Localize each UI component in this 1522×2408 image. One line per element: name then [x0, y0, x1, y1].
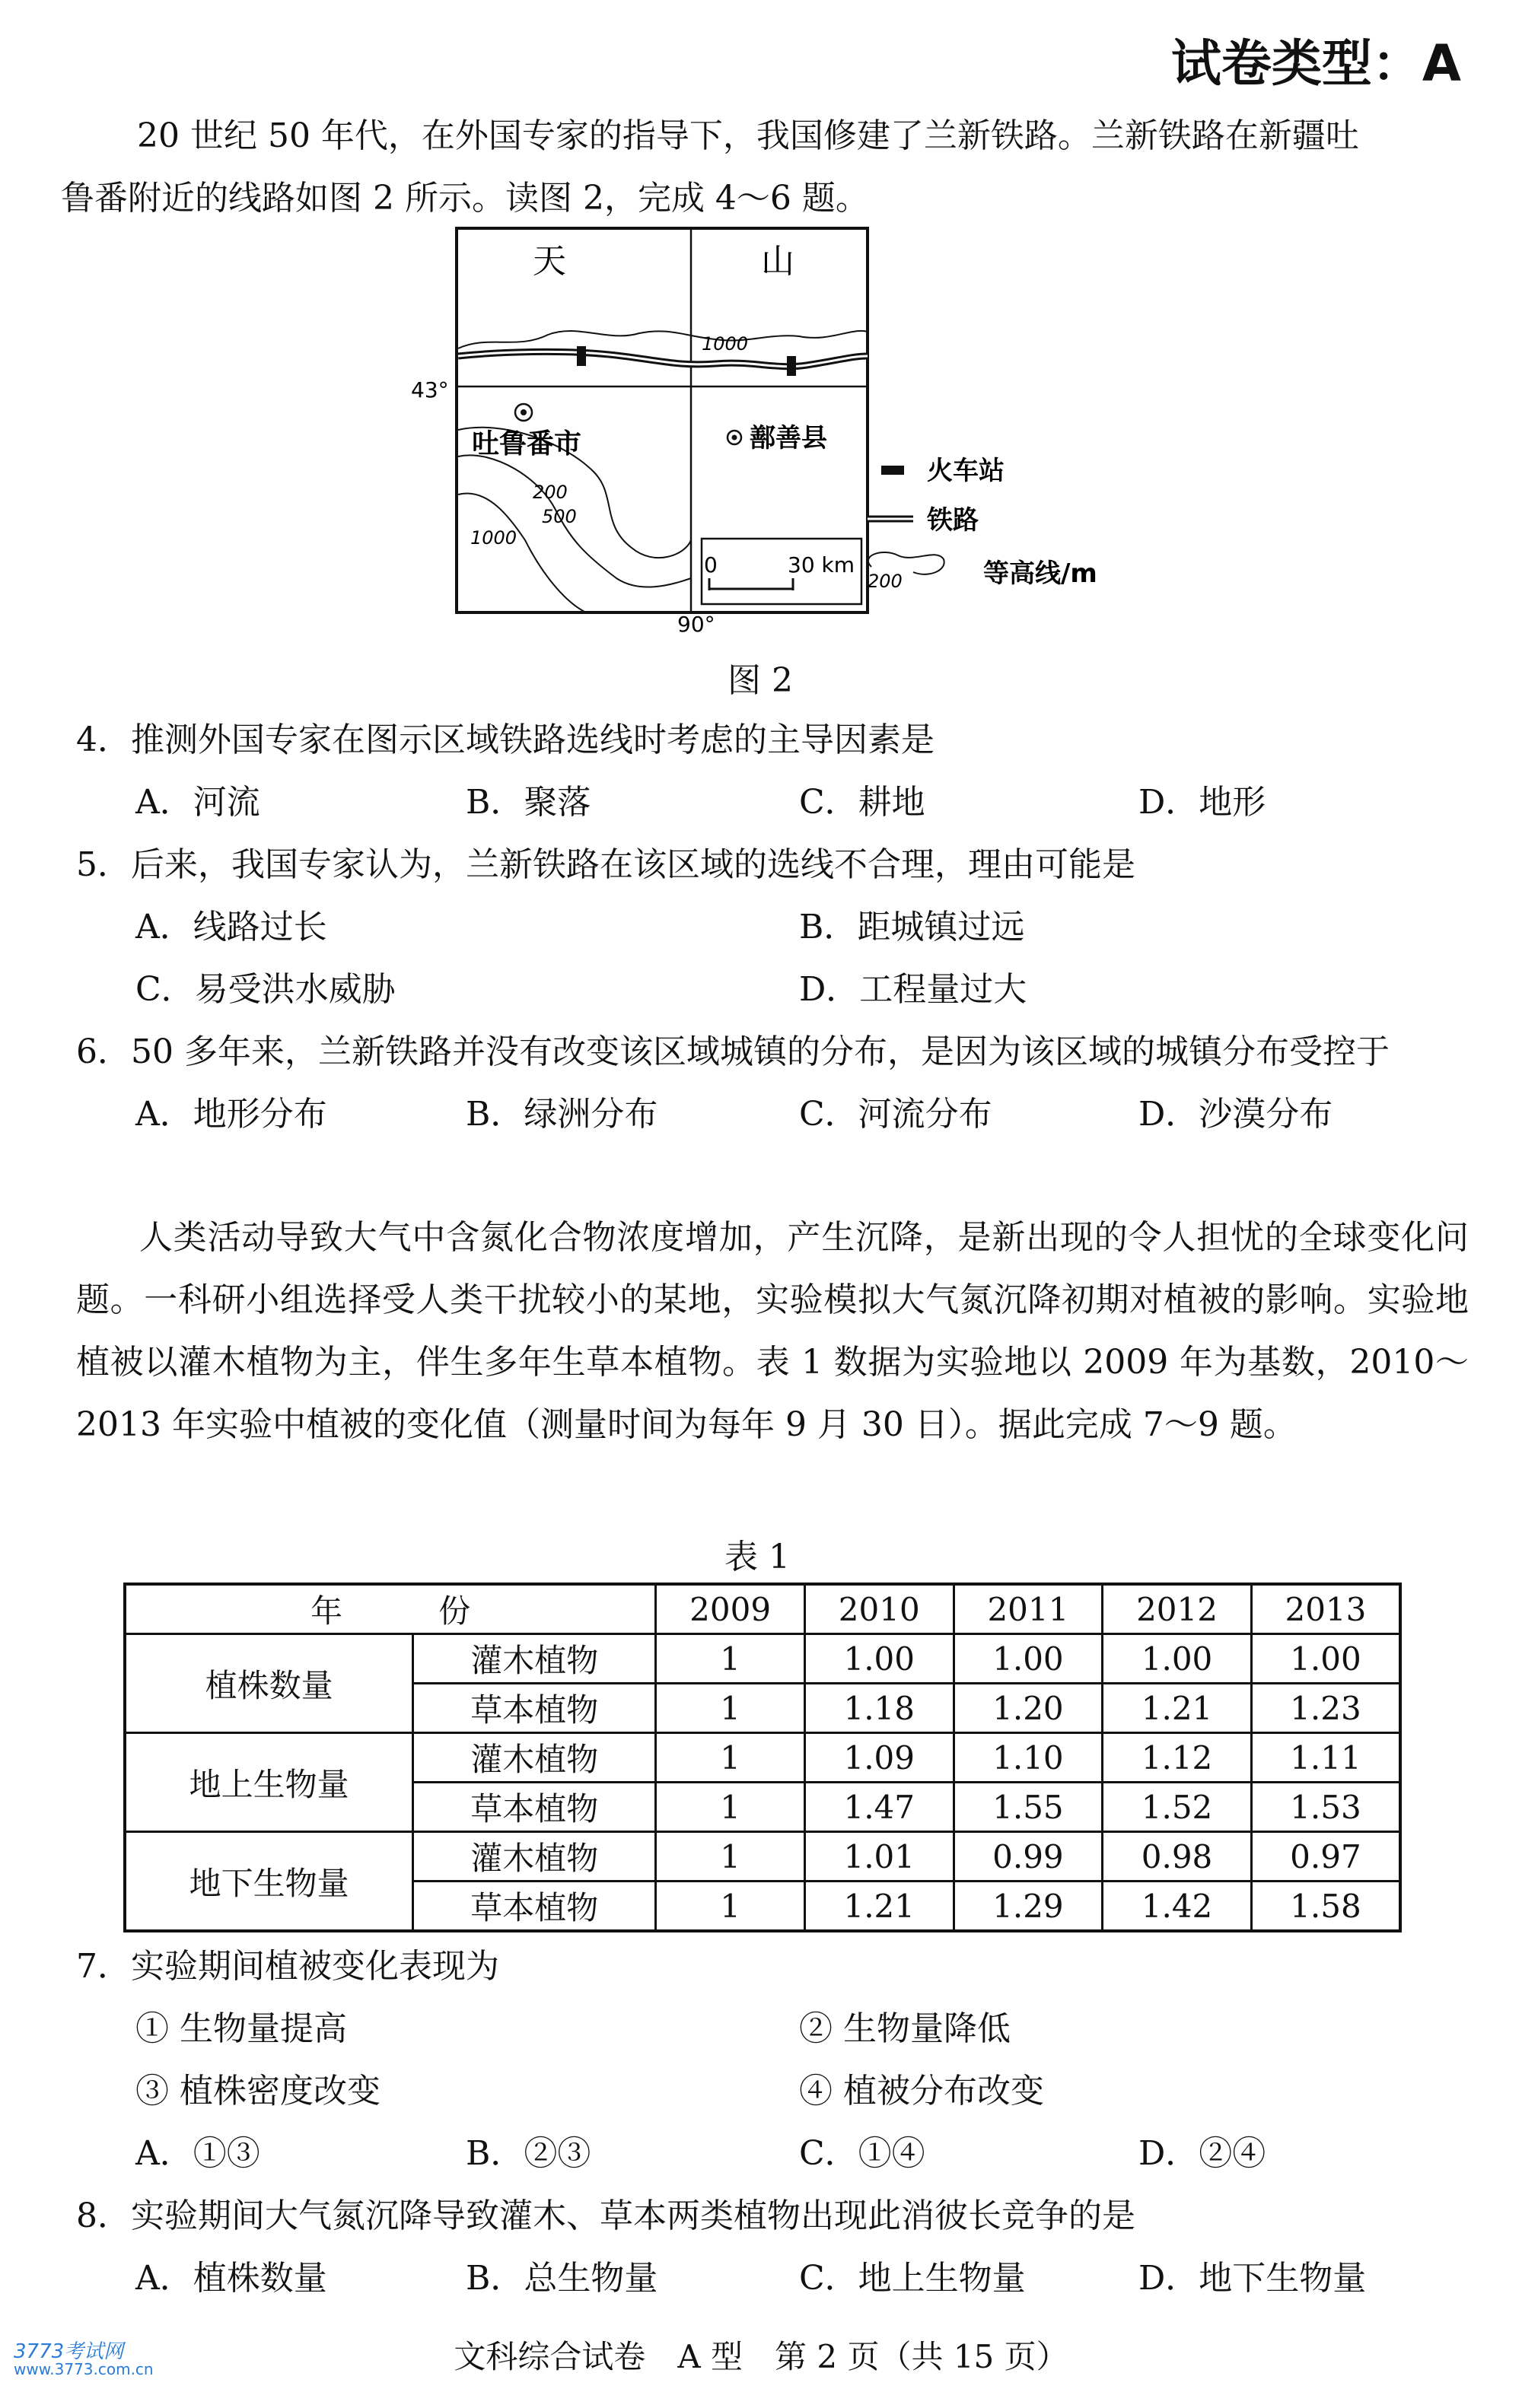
q8-option-b: B．总生物量: [466, 2259, 658, 2298]
contour-label-200: 200: [533, 482, 568, 503]
legend-contour-value: 200: [868, 571, 903, 592]
q5-option-b: B．距城镇过远: [799, 908, 1025, 946]
table-cell: 1.52: [1103, 1783, 1252, 1832]
q7-option-b: B．②③: [466, 2134, 591, 2173]
table-cell: 1.23: [1251, 1684, 1400, 1733]
q8-option-c: C．地上生物量: [799, 2259, 1026, 2298]
table-cell: 1.21: [804, 1882, 954, 1932]
table-header-row: [125, 1584, 1400, 1634]
table-cell: 1.00: [954, 1634, 1103, 1684]
watermark-url: www.3773.com.cn: [14, 2360, 154, 2378]
question-8-stem: 8．实验期间大气氮沉降导致灌木、草本两类植物出现此消彼长竞争的是: [76, 2196, 1135, 2235]
q6-option-d: D．沙漠分布: [1138, 1095, 1333, 1134]
table-plant-label: 草本植物: [413, 1882, 656, 1932]
table-cell: 0.99: [954, 1832, 1103, 1882]
train-station-1: [577, 346, 586, 366]
table-year-cell: 2013: [1251, 1584, 1400, 1634]
q5-option-a: A．线路过长: [135, 908, 327, 946]
label-shan: 山: [761, 242, 794, 281]
table-group-label: 植株数量: [125, 1634, 413, 1733]
table-plant-label: 灌木植物: [413, 1634, 656, 1684]
contour-label-1000-bottom: 1000: [470, 527, 517, 549]
q6-option-b: B．绿洲分布: [466, 1095, 658, 1134]
intro2-paragraph: [76, 1207, 1469, 1456]
table-cell: 0.98: [1103, 1832, 1252, 1882]
q4-option-b: B．聚落: [466, 783, 591, 822]
table-cell: 1.10: [954, 1733, 1103, 1783]
table-header-year-label: 年 份: [125, 1584, 656, 1634]
table-plant-label: 灌木植物: [413, 1733, 656, 1783]
table-cell: 1.18: [804, 1684, 954, 1733]
table-cell: 1.47: [804, 1783, 954, 1832]
q5-option-c: C．易受洪水威胁: [135, 970, 396, 1009]
table-cell: 1: [656, 1882, 805, 1932]
q4-option-d: D．地形: [1138, 783, 1266, 822]
map-figure-2: [411, 221, 1187, 647]
q7-statement-3: ③ 植株密度改变: [135, 2072, 380, 2111]
q7-statement-2: ② 生物量降低: [799, 2009, 1011, 2048]
table-cell: 1: [656, 1832, 805, 1882]
label-tian: 天: [533, 242, 566, 281]
q7-option-a: A．①③: [135, 2134, 260, 2173]
table-cell: 1.09: [804, 1733, 954, 1783]
table-cell: 0.97: [1251, 1832, 1400, 1882]
table-cell: 1.55: [954, 1783, 1103, 1832]
page-footer: 文科综合试卷 A 型 第 2 页（共 15 页）: [454, 2338, 1068, 2375]
paper-type-label: 试卷类型：A: [1170, 34, 1461, 93]
longitude-label: 90°: [677, 612, 715, 637]
q4-option-c: C．耕地: [799, 783, 925, 822]
q8-option-d: D．地下生物量: [1138, 2259, 1367, 2298]
table-cell: 1.58: [1251, 1882, 1400, 1932]
table-cell: 1: [656, 1634, 805, 1684]
table-cell: 1: [656, 1783, 805, 1832]
figure-2-caption: 图 2: [728, 661, 793, 700]
q5-option-d: D．工程量过大: [799, 970, 1027, 1009]
table-cell: 1.20: [954, 1684, 1103, 1733]
table-1-caption: 表 1: [724, 1538, 790, 1576]
contour-label-1000-top: 1000: [702, 333, 749, 355]
table-cell: 1.21: [1103, 1684, 1252, 1733]
intro1-line1: 20 世纪 50 年代，在外国专家的指导下，我国修建了兰新铁路。兰新铁路在新疆吐: [137, 116, 1359, 155]
question-5-stem: 5．后来，我国专家认为，兰新铁路在该区域的选线不合理，理由可能是: [76, 845, 1135, 884]
shanshan-label: 鄯善县: [750, 423, 827, 453]
table-cell: 1.53: [1251, 1783, 1400, 1832]
table-1: [123, 1583, 1402, 1932]
q8-option-a: A．植株数量: [135, 2259, 327, 2298]
latitude-label: 43°: [411, 377, 449, 402]
legend-station-label: 火车站: [927, 456, 1005, 486]
q4-option-a: A．河流: [135, 783, 260, 822]
table-cell: 1.11: [1251, 1733, 1400, 1783]
table-row: [125, 1832, 1400, 1882]
question-6-stem: 6．50 多年来，兰新铁路并没有改变该区域城镇的分布，是因为该区域的城镇分布受控于: [76, 1032, 1390, 1071]
q6-option-c: C．河流分布: [799, 1095, 992, 1134]
table-plant-label: 灌木植物: [413, 1832, 656, 1882]
q7-statement-1: ① 生物量提高: [135, 2009, 347, 2048]
contour-label-500: 500: [542, 506, 577, 527]
table-cell: 1: [656, 1733, 805, 1783]
intro2-text: 人类活动导致大气中含氮化合物浓度增加，产生沉降，是新出现的令人担忧的全球变化问题。一科研小组选择受人类干扰较小的某地，实验模拟大气氮沉降初期对植被的影响。实验地植被以灌木植物为主，伴生多年生草本植物。表 1 数据为实验地以 2009 年为基数，2010～2013 年实验中植被的变化值（测量时间为每年 9 月 30 日）。据此完成 7～9 题。: [76, 1218, 1469, 1444]
table-cell: 1.42: [1103, 1882, 1252, 1932]
table-cell: 1.00: [1103, 1634, 1252, 1684]
table-cell: 1.00: [804, 1634, 954, 1684]
table-cell: 1.12: [1103, 1733, 1252, 1783]
question-4-stem: 4．推测外国专家在图示区域铁路选线时考虑的主导因素是: [76, 720, 935, 759]
table-group-label: 地下生物量: [125, 1832, 413, 1932]
table-cell: 1.29: [954, 1882, 1103, 1932]
q7-statement-4: ④ 植被分布改变: [799, 2072, 1044, 2111]
legend-railway-label: 铁路: [927, 505, 979, 536]
scale-zero: 0: [704, 552, 718, 577]
table-plant-label: 草本植物: [413, 1684, 656, 1733]
table-cell: 1.01: [804, 1832, 954, 1882]
table-cell: 1: [656, 1684, 805, 1733]
intro1-line2: 鲁番附近的线路如图 2 所示。读图 2，完成 4～6 题。: [61, 179, 869, 218]
legend-station-icon: [881, 466, 904, 475]
question-7-stem: 7．实验期间植被变化表现为: [76, 1947, 499, 1986]
table-year-cell: 2011: [954, 1584, 1103, 1634]
train-station-2: [787, 356, 796, 376]
turpan-label: 吐鲁番市: [472, 428, 582, 460]
legend-contour-label: 等高线/m: [983, 558, 1097, 589]
q7-option-c: C．①④: [799, 2134, 925, 2173]
table-year-cell: 2009: [656, 1584, 805, 1634]
watermark-logo: 3773考试网: [14, 2340, 124, 2363]
table-cell: 1.00: [1251, 1634, 1400, 1684]
table-group-label: 地上生物量: [125, 1733, 413, 1832]
scale-30km: 30 km: [788, 552, 855, 577]
table-year-cell: 2010: [804, 1584, 954, 1634]
contour-1000-upper: [458, 331, 868, 348]
table-plant-label: 草本植物: [413, 1783, 656, 1832]
q7-option-d: D．②④: [1138, 2134, 1266, 2173]
q6-option-a: A．地形分布: [135, 1095, 327, 1134]
table-row: [125, 1634, 1400, 1684]
table-year-cell: 2012: [1103, 1584, 1252, 1634]
table-row: [125, 1733, 1400, 1783]
